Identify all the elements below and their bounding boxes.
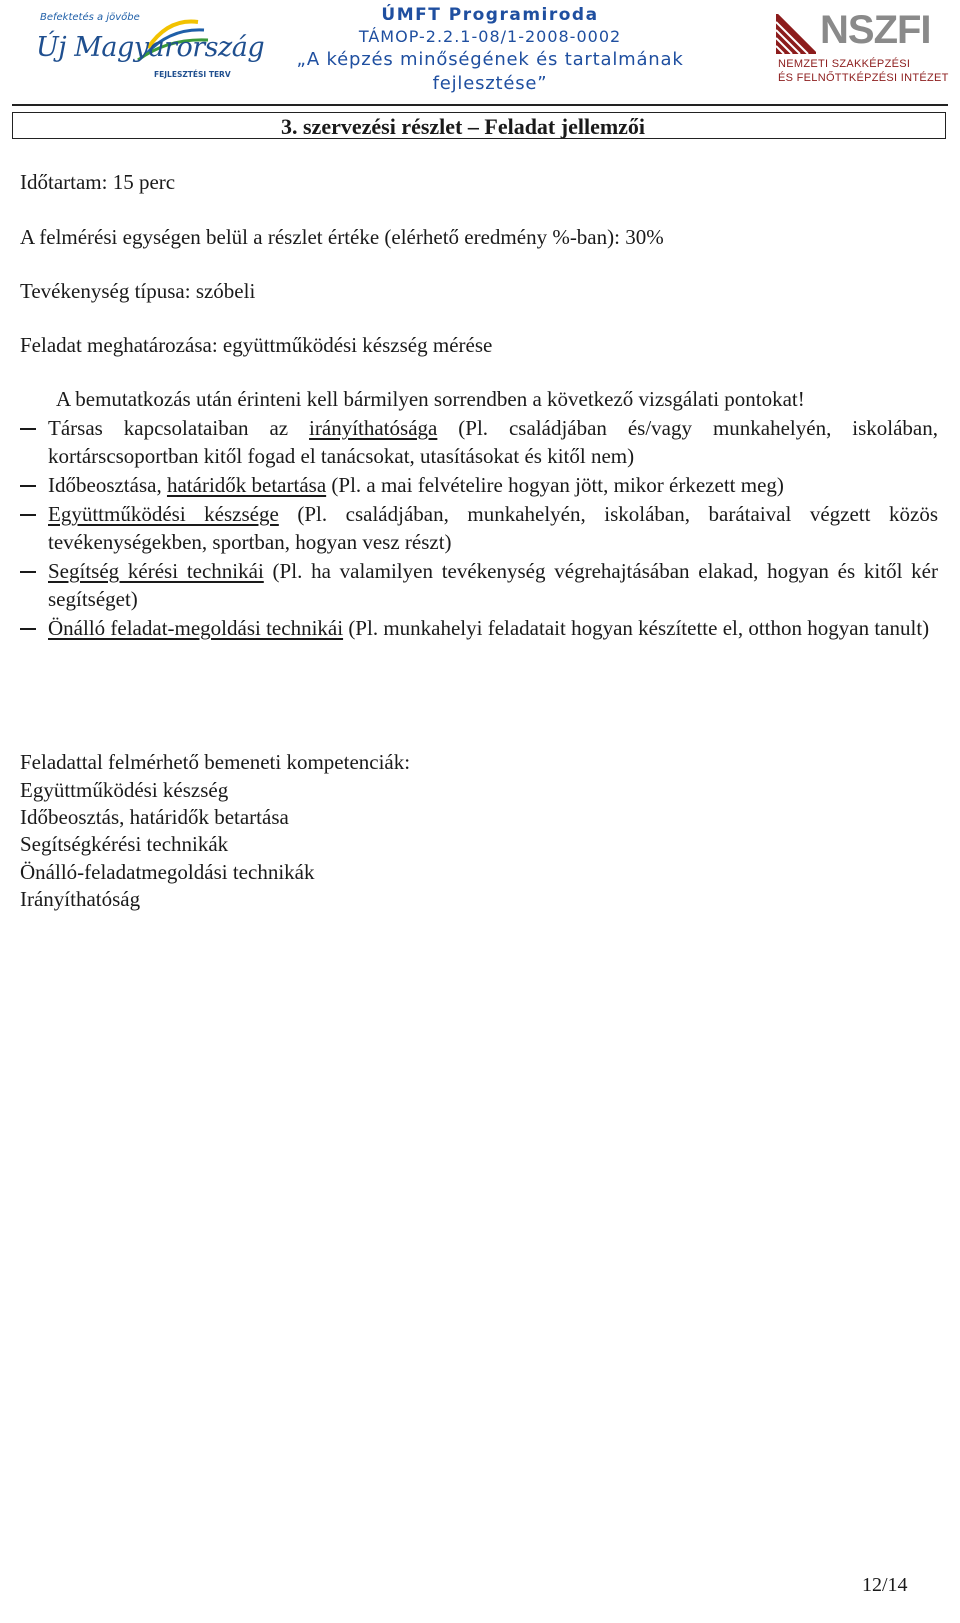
instruction-text: A bemutatkozás után érinteni kell bármilyen sorrendben a következő vizsgálati pontokat! [56, 387, 805, 411]
nszfi-emblem-icon [776, 14, 816, 54]
point-detail: (Pl. munkahelyi feladatait hogyan készítette el, otthon hogyan tanult) [343, 616, 930, 640]
point-detail: (Pl. családjában, munkahelyén, iskolában, barátaival végzett közös tevékenységekben, sportban, hogyan vesz részt) [48, 502, 938, 554]
program-heading [280, 4, 700, 96]
list-item [20, 500, 938, 556]
point-detail: (Pl. családjában és/vagy munkahelyén, iskolában, kortárscsoportban kitől fogad el tanácsokat, utasításokat és kitől nem) [48, 416, 938, 468]
nszfi-logo [776, 8, 951, 88]
uj-magyarorszag-logo [28, 8, 265, 88]
list-item [20, 614, 938, 642]
point-lead: Időbeosztása, [48, 473, 167, 497]
program-title-line-1: „A képzés minőségének és tartalmának [296, 49, 684, 70]
duration-text: Időtartam: 15 perc [20, 170, 176, 194]
competency-item: Önálló-feladatmegoldási technikák [20, 860, 315, 884]
nszfi-line-1: NEMZETI SZAKKÉPZÉSI [778, 58, 911, 70]
program-office: ÚMFT Programiroda [381, 5, 599, 25]
list-item [20, 557, 938, 613]
logo-subtitle: FEJLESZTÉSI TERV [154, 70, 231, 79]
value-share-text: A felmérési egységen belül a részlet értéke (elérhető eredmény %-ban): 30% [20, 225, 664, 249]
list-item [20, 414, 938, 470]
logo-tagline: Befektetés a jövőbe [40, 12, 140, 23]
list-item [20, 471, 938, 499]
logo-name: Új Magyarország [36, 32, 265, 63]
point-detail: (Pl. a mai felvételire hogyan jött, mikor érkezett meg) [326, 473, 784, 497]
page-number: 12/14 [862, 1574, 908, 1596]
page-header [0, 0, 960, 110]
point-key-term: Együttműködési készsége [48, 502, 279, 526]
activity-type-text: Tevékenység típusa: szóbeli [20, 279, 256, 303]
program-title-line-2: fejlesztése” [432, 73, 548, 94]
point-lead: Társas kapcsolataiban az [48, 416, 310, 440]
program-code: TÁMOP-2.2.1-08/1-2008-0002 [358, 27, 622, 46]
point-key-term: Önálló feladat-megoldási technikái [48, 616, 344, 640]
header-divider [12, 104, 948, 106]
competency-item: Időbeosztás, határidők betartása [20, 805, 289, 829]
nszfi-line-2: ÉS FELNŐTTKÉPZÉSI INTÉZET [778, 72, 949, 84]
section-title: 3. szervezési részlet – Feladat jellemzői [281, 114, 646, 139]
competency-item: Segítségkérési technikák [20, 832, 229, 856]
point-key-term: irányíthatósága [309, 416, 438, 440]
task-definition-text: Feladat meghatározása: együttműködési készség mérése [20, 333, 493, 357]
point-key-term: Segítség kérési technikái [48, 559, 264, 583]
competency-item: Együttműködési készség [20, 778, 229, 802]
point-key-term: határidők betartása [166, 473, 327, 497]
competency-item: Irányíthatóság [20, 887, 141, 911]
section-title-box [12, 112, 946, 139]
point-detail: (Pl. ha valamilyen tevékenység végrehajtásában elakad, hogyan és kitől kér segítséget) [48, 559, 938, 611]
nszfi-wordmark: NSZFI [820, 8, 931, 52]
competencies-heading: Feladattal felmérhető bemeneti kompetenciák: [20, 750, 411, 774]
